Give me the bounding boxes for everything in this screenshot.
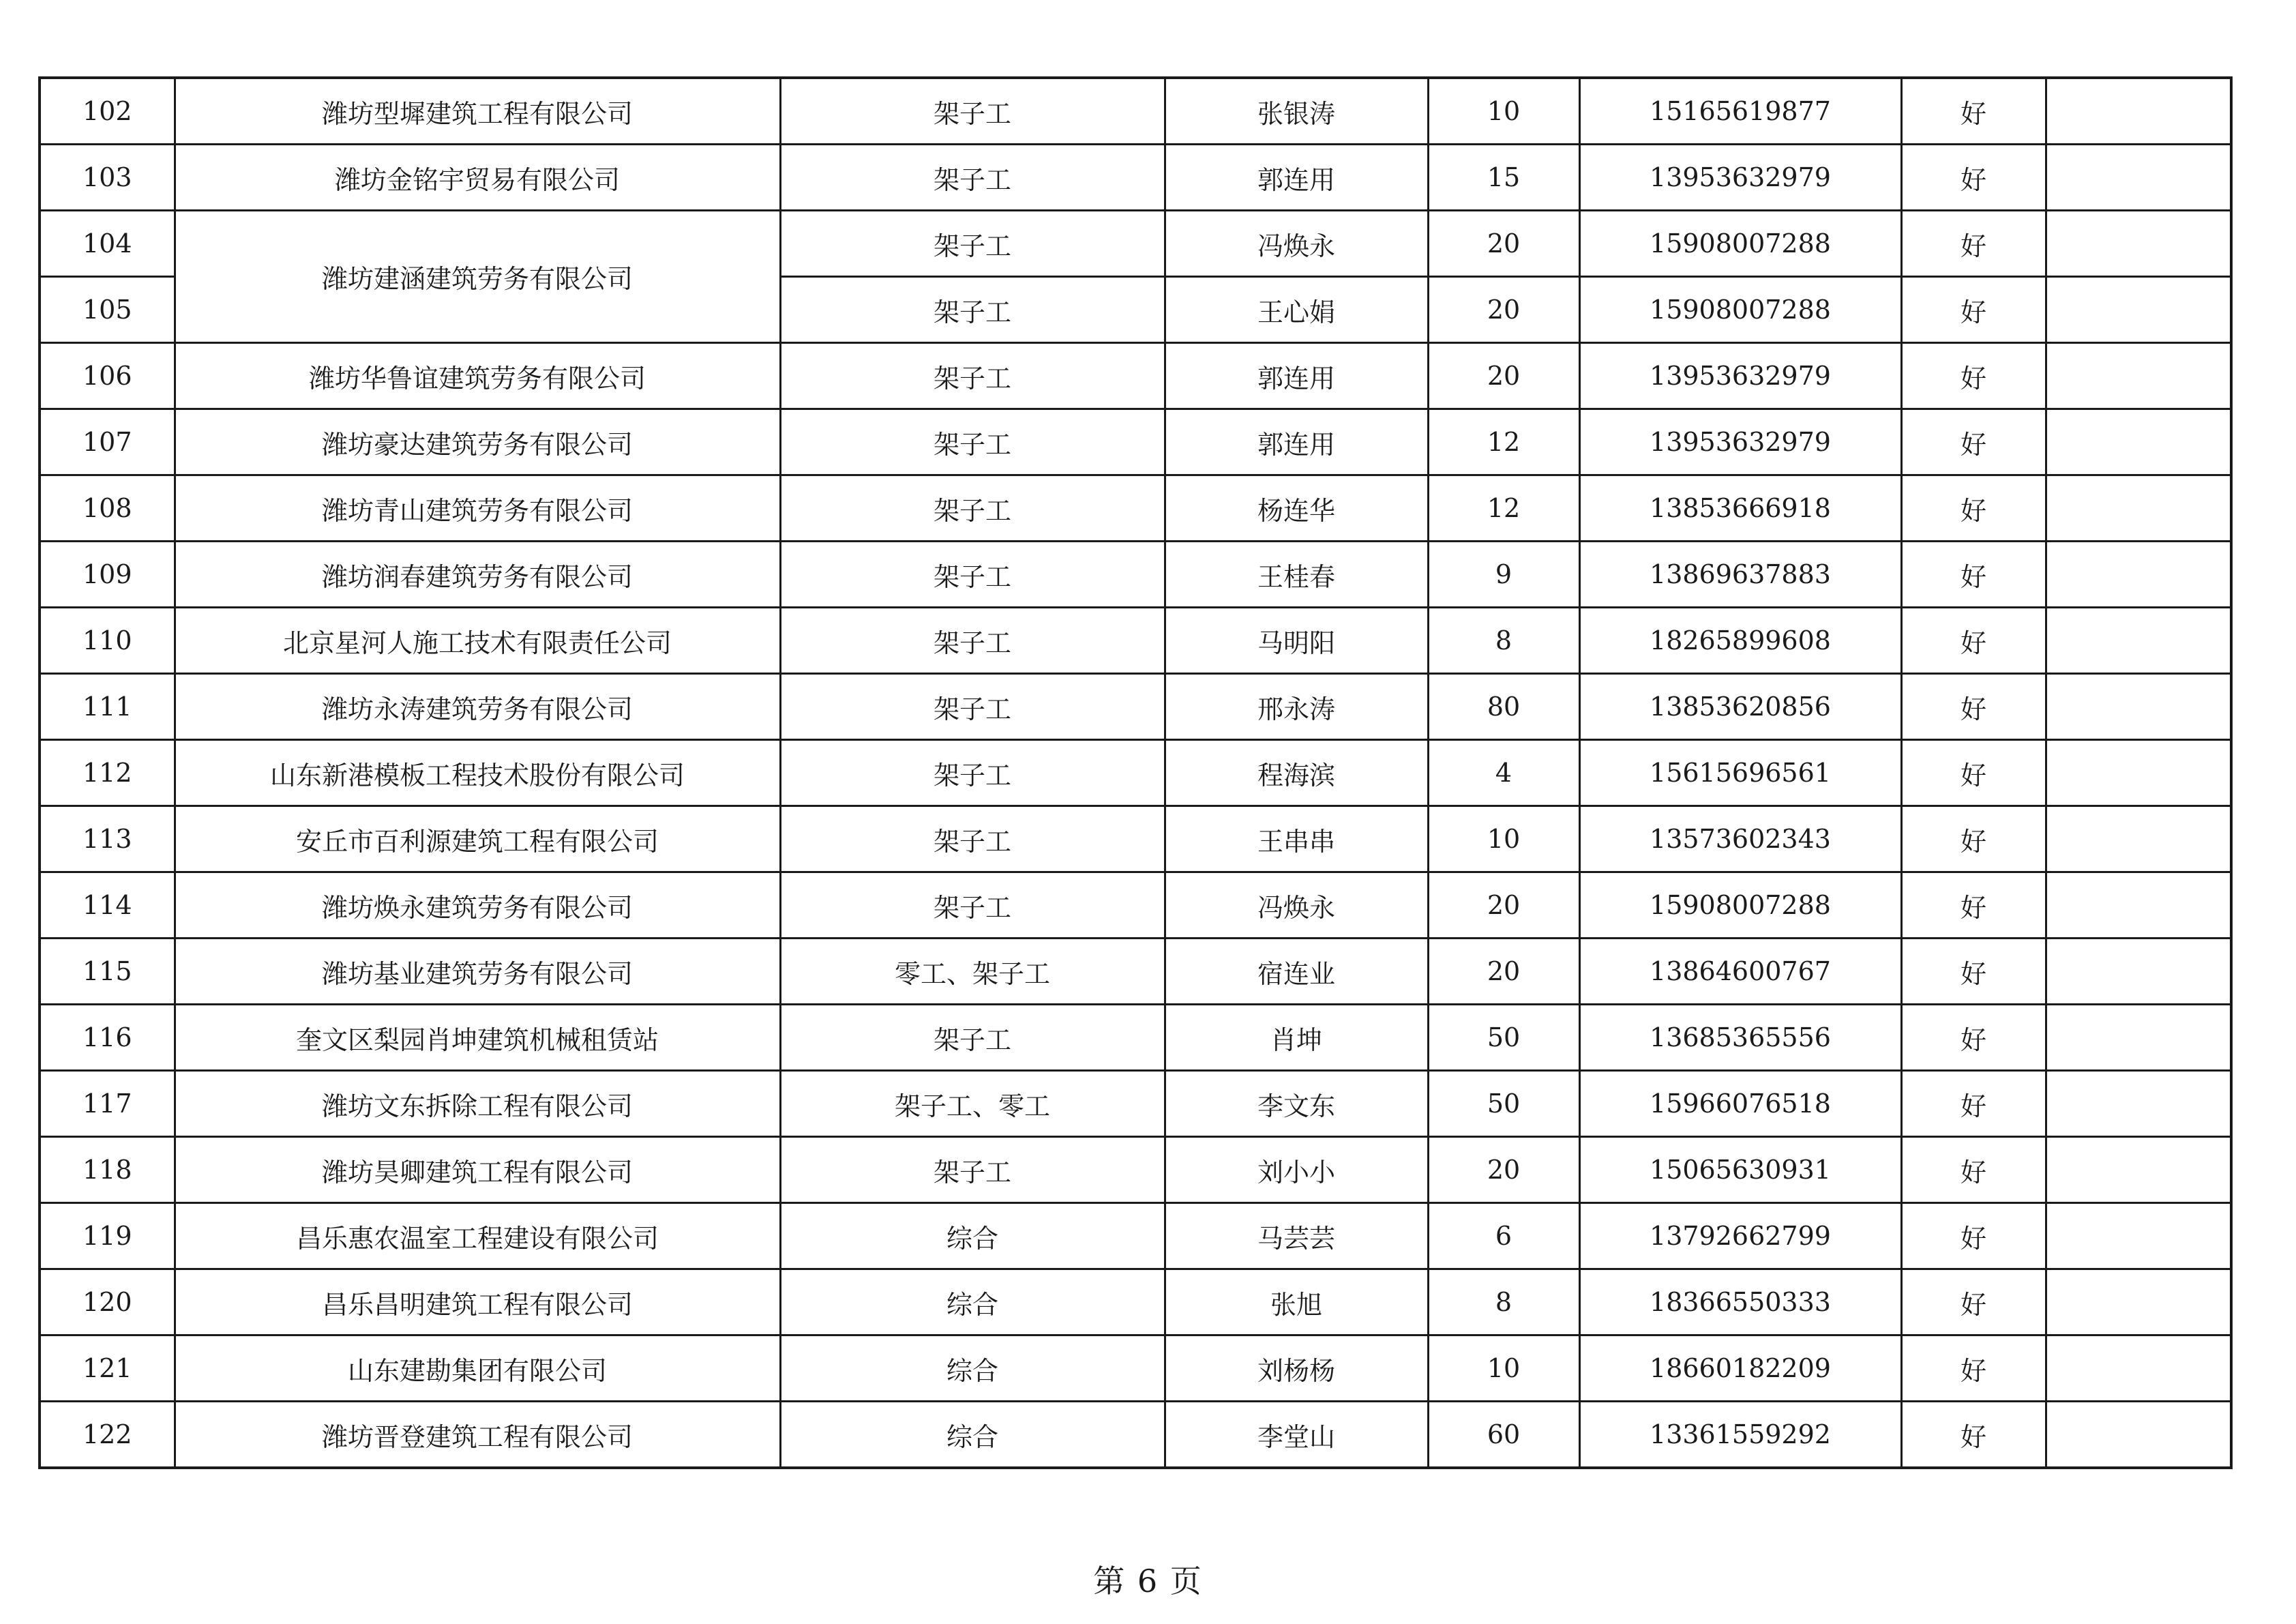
serial-number-cell: 104 (40, 211, 175, 277)
trade-cell: 架子工 (780, 475, 1165, 542)
rating-cell: 好 (1901, 1203, 2046, 1269)
table-row (40, 78, 2231, 145)
worker-count-cell: 10 (1428, 806, 1579, 872)
contact-name-cell: 冯焕永 (1165, 872, 1428, 939)
trade-cell: 架子工 (780, 409, 1165, 475)
serial-number-cell: 111 (40, 674, 175, 740)
rating-cell: 好 (1901, 475, 2046, 542)
serial-number-cell: 106 (40, 343, 175, 409)
company-name-cell: 山东新港模板工程技术股份有限公司 (175, 740, 780, 806)
contact-name-cell: 宿连业 (1165, 939, 1428, 1005)
table-row (40, 1335, 2231, 1402)
contact-name-cell: 郭连用 (1165, 145, 1428, 211)
trade-cell: 架子工、零工 (780, 1071, 1165, 1137)
company-name-cell: 潍坊金铭宇贸易有限公司 (175, 145, 780, 211)
serial-number-cell: 114 (40, 872, 175, 939)
company-name-cell: 潍坊昊卿建筑工程有限公司 (175, 1137, 780, 1203)
serial-number-cell: 117 (40, 1071, 175, 1137)
table-row (40, 475, 2231, 542)
serial-number-cell: 105 (40, 277, 175, 343)
rating-cell: 好 (1901, 277, 2046, 343)
worker-count-cell: 50 (1428, 1071, 1579, 1137)
remark-cell (2046, 608, 2231, 674)
table-body (40, 78, 2231, 1468)
table-row (40, 608, 2231, 674)
contact-name-cell: 刘小小 (1165, 1137, 1428, 1203)
trade-cell: 架子工 (780, 343, 1165, 409)
serial-number-cell: 122 (40, 1402, 175, 1468)
table-row (40, 674, 2231, 740)
trade-cell: 零工、架子工 (780, 939, 1165, 1005)
remark-cell (2046, 409, 2231, 475)
remark-cell (2046, 1269, 2231, 1335)
rating-cell: 好 (1901, 343, 2046, 409)
remark-cell (2046, 1203, 2231, 1269)
rating-cell: 好 (1901, 740, 2046, 806)
table-row (40, 1269, 2231, 1335)
phone-number-cell: 15908007288 (1579, 211, 1901, 277)
company-name-cell: 潍坊润春建筑劳务有限公司 (175, 542, 780, 608)
contact-name-cell: 王串串 (1165, 806, 1428, 872)
remark-cell (2046, 1402, 2231, 1468)
phone-number-cell: 15966076518 (1579, 1071, 1901, 1137)
trade-cell: 架子工 (780, 1137, 1165, 1203)
phone-number-cell: 13953632979 (1579, 409, 1901, 475)
table-row (40, 806, 2231, 872)
contact-name-cell: 杨连华 (1165, 475, 1428, 542)
phone-number-cell: 13953632979 (1579, 343, 1901, 409)
phone-number-cell: 13864600767 (1579, 939, 1901, 1005)
worker-count-cell: 20 (1428, 939, 1579, 1005)
contact-name-cell: 程海滨 (1165, 740, 1428, 806)
phone-number-cell: 13869637883 (1579, 542, 1901, 608)
worker-count-cell: 80 (1428, 674, 1579, 740)
phone-number-cell: 13573602343 (1579, 806, 1901, 872)
phone-number-cell: 13361559292 (1579, 1402, 1901, 1468)
remark-cell (2046, 542, 2231, 608)
table-row (40, 343, 2231, 409)
rating-cell: 好 (1901, 674, 2046, 740)
serial-number-cell: 112 (40, 740, 175, 806)
company-name-cell: 昌乐惠农温室工程建设有限公司 (175, 1203, 780, 1269)
contact-name-cell: 李文东 (1165, 1071, 1428, 1137)
table-row (40, 211, 2231, 277)
trade-cell: 架子工 (780, 674, 1165, 740)
remark-cell (2046, 1137, 2231, 1203)
phone-number-cell: 13953632979 (1579, 145, 1901, 211)
worker-count-cell: 60 (1428, 1402, 1579, 1468)
phone-number-cell: 13685365556 (1579, 1005, 1901, 1071)
serial-number-cell: 107 (40, 409, 175, 475)
trade-cell: 综合 (780, 1402, 1165, 1468)
serial-number-cell: 110 (40, 608, 175, 674)
remark-cell (2046, 1335, 2231, 1402)
rating-cell: 好 (1901, 1137, 2046, 1203)
table-row (40, 1203, 2231, 1269)
worker-count-cell: 8 (1428, 608, 1579, 674)
company-name-cell: 潍坊青山建筑劳务有限公司 (175, 475, 780, 542)
worker-count-cell: 10 (1428, 1335, 1579, 1402)
worker-count-cell: 20 (1428, 872, 1579, 939)
trade-cell: 架子工 (780, 608, 1165, 674)
rating-cell: 好 (1901, 608, 2046, 674)
worker-count-cell: 4 (1428, 740, 1579, 806)
company-name-cell: 潍坊晋登建筑工程有限公司 (175, 1402, 780, 1468)
trade-cell: 架子工 (780, 277, 1165, 343)
phone-number-cell: 15615696561 (1579, 740, 1901, 806)
company-name-cell: 潍坊永涛建筑劳务有限公司 (175, 674, 780, 740)
remark-cell (2046, 674, 2231, 740)
remark-cell (2046, 872, 2231, 939)
rating-cell: 好 (1901, 1005, 2046, 1071)
trade-cell: 架子工 (780, 740, 1165, 806)
company-name-cell: 潍坊文东拆除工程有限公司 (175, 1071, 780, 1137)
serial-number-cell: 118 (40, 1137, 175, 1203)
worker-count-cell: 20 (1428, 343, 1579, 409)
company-name-cell: 昌乐昌明建筑工程有限公司 (175, 1269, 780, 1335)
rating-cell: 好 (1901, 1402, 2046, 1468)
phone-number-cell: 13792662799 (1579, 1203, 1901, 1269)
contact-name-cell: 张旭 (1165, 1269, 1428, 1335)
phone-number-cell: 18366550333 (1579, 1269, 1901, 1335)
contact-name-cell: 马明阳 (1165, 608, 1428, 674)
phone-number-cell: 13853620856 (1579, 674, 1901, 740)
phone-number-cell: 15908007288 (1579, 872, 1901, 939)
remark-cell (2046, 1005, 2231, 1071)
contact-name-cell: 冯焕永 (1165, 211, 1428, 277)
phone-number-cell: 18660182209 (1579, 1335, 1901, 1402)
serial-number-cell: 115 (40, 939, 175, 1005)
remark-cell (2046, 806, 2231, 872)
contact-name-cell: 肖坤 (1165, 1005, 1428, 1071)
contact-name-cell: 张银涛 (1165, 78, 1428, 145)
contact-name-cell: 王桂春 (1165, 542, 1428, 608)
contact-name-cell: 刘杨杨 (1165, 1335, 1428, 1402)
worker-count-cell: 12 (1428, 475, 1579, 542)
remark-cell (2046, 939, 2231, 1005)
rating-cell: 好 (1901, 1071, 2046, 1137)
trade-cell: 综合 (780, 1269, 1165, 1335)
company-name-cell: 潍坊焕永建筑劳务有限公司 (175, 872, 780, 939)
company-name-cell: 北京星河人施工技术有限责任公司 (175, 608, 780, 674)
rating-cell: 好 (1901, 211, 2046, 277)
serial-number-cell: 121 (40, 1335, 175, 1402)
remark-cell (2046, 740, 2231, 806)
serial-number-cell: 113 (40, 806, 175, 872)
company-name-cell: 潍坊型墀建筑工程有限公司 (175, 78, 780, 145)
remark-cell (2046, 277, 2231, 343)
serial-number-cell: 108 (40, 475, 175, 542)
table-row (40, 1071, 2231, 1137)
phone-number-cell: 15065630931 (1579, 1137, 1901, 1203)
contact-name-cell: 邢永涛 (1165, 674, 1428, 740)
table-row (40, 740, 2231, 806)
table-row (40, 542, 2231, 608)
trade-cell: 综合 (780, 1335, 1165, 1402)
worker-count-cell: 20 (1428, 211, 1579, 277)
company-name-cell: 潍坊豪达建筑劳务有限公司 (175, 409, 780, 475)
trade-cell: 架子工 (780, 145, 1165, 211)
company-roster-table (38, 76, 2233, 1469)
company-name-cell: 山东建勘集团有限公司 (175, 1335, 780, 1402)
table-row (40, 872, 2231, 939)
trade-cell: 架子工 (780, 806, 1165, 872)
contact-name-cell: 郭连用 (1165, 409, 1428, 475)
serial-number-cell: 120 (40, 1269, 175, 1335)
table-row (40, 1137, 2231, 1203)
rating-cell: 好 (1901, 78, 2046, 145)
rating-cell: 好 (1901, 145, 2046, 211)
worker-count-cell: 6 (1428, 1203, 1579, 1269)
contact-name-cell: 郭连用 (1165, 343, 1428, 409)
worker-count-cell: 8 (1428, 1269, 1579, 1335)
worker-count-cell: 15 (1428, 145, 1579, 211)
trade-cell: 架子工 (780, 872, 1165, 939)
trade-cell: 架子工 (780, 1005, 1165, 1071)
remark-cell (2046, 78, 2231, 145)
rating-cell: 好 (1901, 1269, 2046, 1335)
contact-name-cell: 李堂山 (1165, 1402, 1428, 1468)
rating-cell: 好 (1901, 872, 2046, 939)
trade-cell: 架子工 (780, 211, 1165, 277)
serial-number-cell: 109 (40, 542, 175, 608)
table-row (40, 1005, 2231, 1071)
contact-name-cell: 王心娟 (1165, 277, 1428, 343)
serial-number-cell: 119 (40, 1203, 175, 1269)
company-name-cell: 潍坊华鲁谊建筑劳务有限公司 (175, 343, 780, 409)
table-row (40, 1402, 2231, 1468)
worker-count-cell: 10 (1428, 78, 1579, 145)
worker-count-cell: 12 (1428, 409, 1579, 475)
remark-cell (2046, 1071, 2231, 1137)
rating-cell: 好 (1901, 542, 2046, 608)
rating-cell: 好 (1901, 806, 2046, 872)
phone-number-cell: 18265899608 (1579, 608, 1901, 674)
company-name-cell: 奎文区梨园肖坤建筑机械租赁站 (175, 1005, 780, 1071)
page-number: 第 6 页 (1093, 1563, 1203, 1599)
remark-cell (2046, 145, 2231, 211)
worker-count-cell: 9 (1428, 542, 1579, 608)
serial-number-cell: 102 (40, 78, 175, 145)
trade-cell: 综合 (780, 1203, 1165, 1269)
table-row (40, 409, 2231, 475)
company-name-cell: 潍坊建涵建筑劳务有限公司 (175, 211, 780, 343)
trade-cell: 架子工 (780, 78, 1165, 145)
table-row (40, 939, 2231, 1005)
rating-cell: 好 (1901, 409, 2046, 475)
table-row (40, 145, 2231, 211)
phone-number-cell: 13853666918 (1579, 475, 1901, 542)
trade-cell: 架子工 (780, 542, 1165, 608)
phone-number-cell: 15908007288 (1579, 277, 1901, 343)
serial-number-cell: 103 (40, 145, 175, 211)
worker-count-cell: 50 (1428, 1005, 1579, 1071)
contact-name-cell: 马芸芸 (1165, 1203, 1428, 1269)
company-name-cell: 安丘市百利源建筑工程有限公司 (175, 806, 780, 872)
remark-cell (2046, 475, 2231, 542)
remark-cell (2046, 211, 2231, 277)
serial-number-cell: 116 (40, 1005, 175, 1071)
remark-cell (2046, 343, 2231, 409)
rating-cell: 好 (1901, 939, 2046, 1005)
rating-cell: 好 (1901, 1335, 2046, 1402)
phone-number-cell: 15165619877 (1579, 78, 1901, 145)
worker-count-cell: 20 (1428, 277, 1579, 343)
company-name-cell: 潍坊基业建筑劳务有限公司 (175, 939, 780, 1005)
worker-count-cell: 20 (1428, 1137, 1579, 1203)
